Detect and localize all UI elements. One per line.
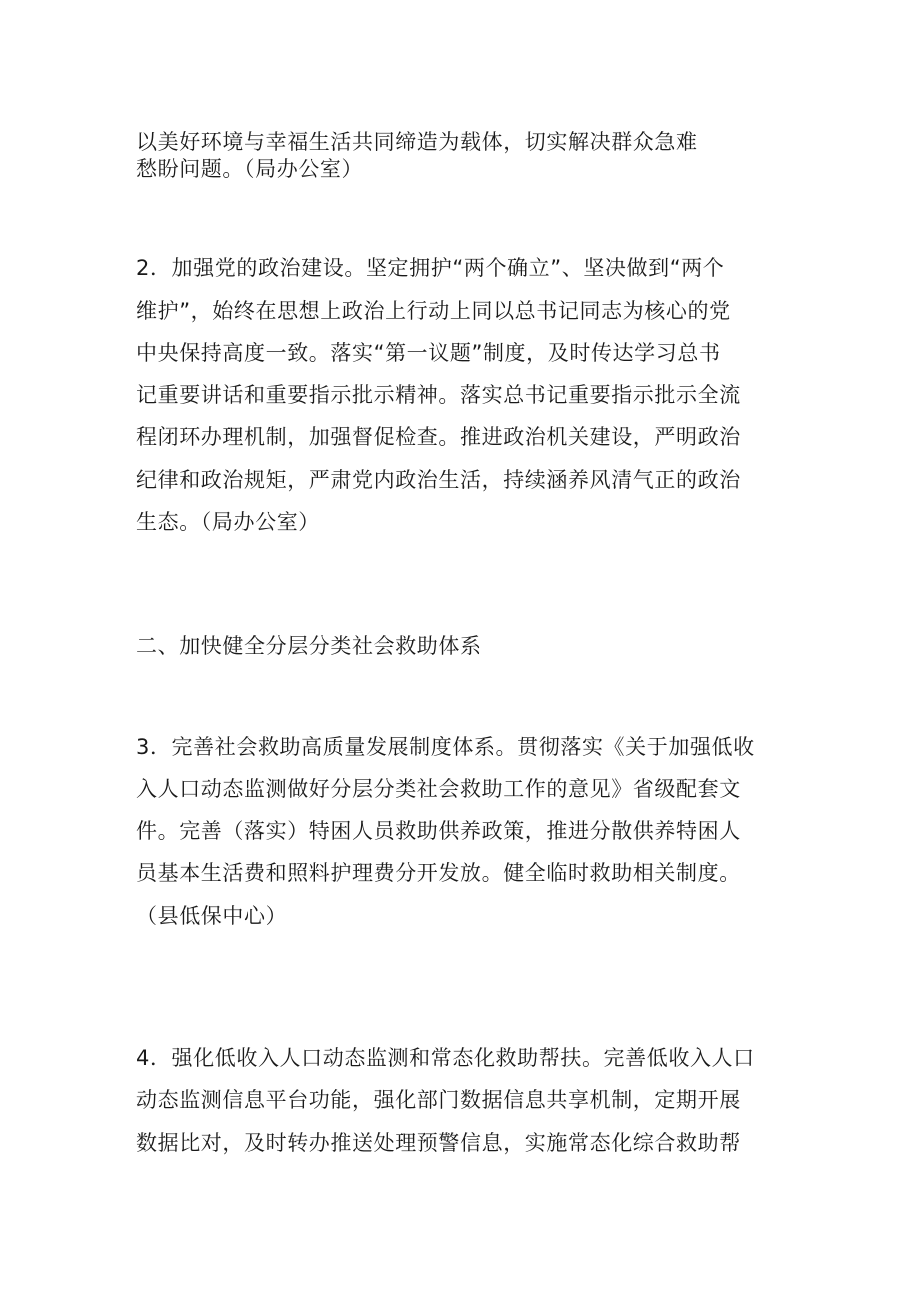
text-line: 记重要讲话和重要指示批示精神。落实总书记重要指示批示全流 bbox=[136, 383, 741, 407]
text-line: 2．加强党的政治建设。坚定拥护“两个确立”、坚决做到“两个 bbox=[136, 256, 725, 280]
text-line: 生态。（局办公室） bbox=[136, 510, 320, 534]
text-line: 维护”，始终在思想上政治上行动上同以总书记同志为核心的党 bbox=[136, 299, 731, 323]
text-line: （县低保中心） bbox=[136, 904, 288, 928]
text-line: 件。完善（落实）特困人员救助供养政策，推进分散供养特困人 bbox=[136, 819, 741, 843]
text-line: 3．完善社会救助高质量发展制度体系。贯彻落实《关于加强低收 bbox=[136, 735, 755, 759]
text-line: 员基本生活费和照料护理费分开发放。健全临时救助相关制度。 bbox=[136, 861, 741, 885]
text-line: 愁盼问题。（局办公室） bbox=[136, 157, 364, 181]
text-line: 入人口动态监测做好分层分类社会救助工作的意见》省级配套文 bbox=[136, 777, 741, 801]
text-line: 4．强化低收入人口动态监测和常态化救助帮扶。完善低收入人口 bbox=[136, 1046, 755, 1070]
section-heading-text: 二、加快健全分层分类社会救助体系 bbox=[136, 634, 482, 658]
text-line: 程闭环办理机制，加强督促检查。推进政治机关建设，严明政治 bbox=[136, 425, 741, 449]
text-line: 数据比对，及时转办推送处理预警信息，实施常态化综合救助帮 bbox=[136, 1131, 741, 1155]
text-line: 动态监测信息平台功能，强化部门数据信息共享机制，定期开展 bbox=[136, 1088, 741, 1112]
text-line: 以美好环境与幸福生活共同缔造为载体，切实解决群众急难 bbox=[136, 130, 698, 154]
text-line: 中央保持高度一致。落实“第一议题”制度，及时传达学习总书 bbox=[136, 341, 721, 365]
text-line: 纪律和政治规矩，严肃党内政治生活，持续涵养风清气正的政治 bbox=[136, 468, 741, 492]
